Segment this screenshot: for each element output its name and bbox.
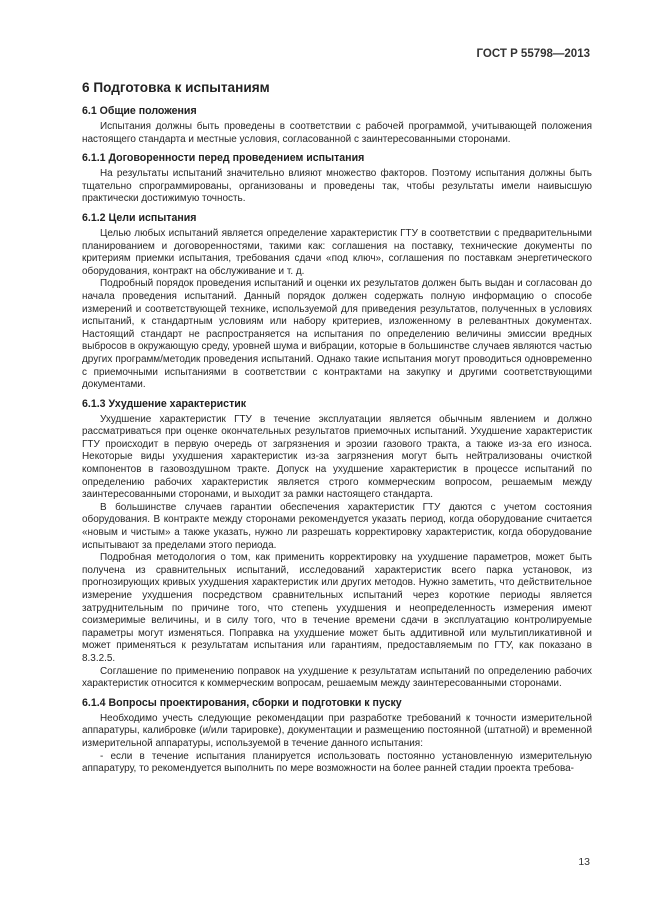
paragraph: Соглашение по применению поправок на ухудшение к результатам испытаний по определению рабочих характеристик относится к коммерческим вопросам, решаемым между заинтересованными сторонами.: [82, 665, 592, 690]
heading-6-1-2: 6.1.2 Цели испытания: [82, 211, 197, 224]
paragraph: Ухудшение характеристик ГТУ в течение эксплуатации является обычным явлением и должно рассматриваться при оценке окончательных результатов приемочных испытаний. Ухудшение характеристик ГТУ происходит в первую очередь от загрязнения и эрозии газового тракта, а также из-за его износа. Некоторые виды ухудшения характеристик из-за загрязнения могут быть нейтрализованы очисткой компонентов в газовоздушном тракте. Допуск на ухудшение характеристик в процессе испытаний по определению рабочих характеристик является строго коммерческим вопросом, решаемым между заинтересованными сторонами, и выходит за рамки настоящего стандарта.: [82, 413, 592, 501]
paragraph: Целью любых испытаний является определение характеристик ГТУ в соответствии с предварительными планированием и договоренностями, такими как: соглашения на поставку, технические документы по критериям приемки испытания, требования сдачи «под ключ», соглашения по поставкам энергетического оборудования, контракт на обслуживание и т. д.: [82, 227, 592, 277]
paragraph: Необходимо учесть следующие рекомендации при разработке требований к точности измерительной аппаратуры, калибровке (и/или тарировке), документации и размещению постоянной (штатной) и временной измерительной аппаратуры, используемой в течение данного испытания:: [82, 712, 592, 749]
paragraph: На результаты испытаний значительно влияют множество факторов. Поэтому испытания должны быть тщательно спрограммированы, организованы и проведены так, чтобы результаты имели наивысшую практически достижимую точность.: [82, 168, 592, 205]
section-title: 6 Подготовка к испытаниям: [82, 80, 270, 95]
heading-6-1-1: 6.1.1 Договоренности перед проведением испытания: [82, 152, 365, 165]
document-code: ГОСТ Р 55798—2013: [476, 48, 590, 60]
paragraph: Испытания должны быть проведены в соответствии с рабочей программой, учитывающей положения настоящего стандарта и местные условия, согласованной с заинтересованными сторонами.: [82, 121, 592, 145]
heading-6-1: 6.1 Общие положения: [82, 105, 197, 117]
page-number: 13: [578, 856, 590, 868]
paragraph: - если в течение испытания планируется использовать постоянно установленную измерительную аппаратуру, то рекомендуется выполнить по мере возможности на более ранней стадии проекта требова-: [82, 750, 592, 775]
heading-6-1-4: 6.1.4 Вопросы проектирования, сборки и подготовки к пуску: [82, 696, 402, 709]
paragraph: Подробная методология о том, как применить корректировку на ухудшение параметров, может быть получена из сравнительных испытаний, исследований характеристик всего парка установок, из прогнозирующих кривых ухудшения характеристик или других методов. Нужно заметить, что действительное измерение ухудшения посредством сравнительных испытаний через короткие периоды является затруднительным по причине того, что степень ухудшения и неопределенность измерения имеют соизмеримые величины, и в силу того, что в течение времени сдачи в эксплуатацию контролируемые параметры могут изменяться. Поправка на ухудшение может быть аддитивной или мультипликативной и может применяться к результатам испытания или гарантиям, предоставляемым по ГТУ, как показано в 8.3.2.5.: [82, 552, 592, 664]
paragraph: В большинстве случаев гарантии обеспечения характеристик ГТУ даются с учетом состояния оборудования. В контракте между сторонами рекомендуется указать период, когда оборудование считается «новым и чистым» а также указать, нужно ли разрешать корректировку характеристик, когда оборудование испытывают за пределами этого периода.: [82, 501, 592, 551]
paragraph: Подробный порядок проведения испытаний и оценки их результатов должен быть выдан и согласован до начала проведения испытаний. Данный порядок должен содержать полную информацию о способе измерений и соответствующей технике, используемой для приведения результатов, полученных в условиях испытаний, к стандартным условиям или набору критериев, изложенному в релевантных документах. Настоящий стандарт не распространяется на испытания по определению величины эмиссии вредных выбросов в окружающую среду, уровней шума и вибрации, которые в большинстве случаев являются частью других программ/методик проведения испытаний. Однако такие испытания могут проводиться одновременно с приемочными испытаниями в соответствии с контрактами на закупку и другими соответствующими документами.: [82, 278, 592, 391]
page-content: [82, 80, 592, 776]
heading-6-1-3: 6.1.3 Ухудшение характеристик: [82, 397, 247, 410]
